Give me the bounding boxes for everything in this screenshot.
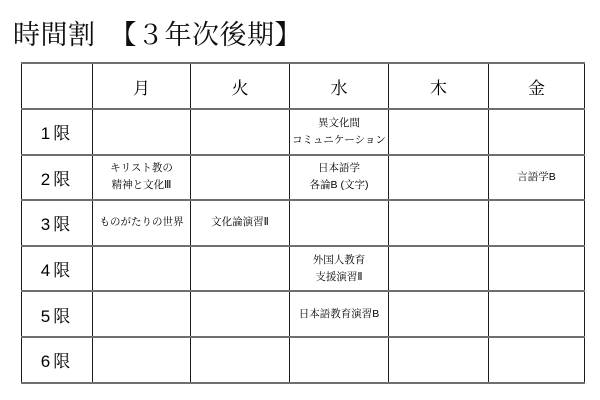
- day-header: 月: [93, 63, 191, 109]
- period-label: 5限: [22, 291, 93, 337]
- course-cell: [389, 337, 489, 383]
- day-header-row: [22, 63, 585, 109]
- course-cell: [93, 246, 191, 292]
- course-line: 異文化間: [318, 116, 360, 129]
- course-cell: [191, 246, 290, 292]
- course-cell: [191, 200, 290, 246]
- period-row: [22, 291, 585, 337]
- page-title: 時間割 【３年次後期】: [13, 20, 302, 50]
- period-label: 2限: [22, 155, 93, 201]
- day-header: 金: [489, 63, 585, 109]
- course-cell: [191, 291, 290, 337]
- corner-cell: [22, 63, 93, 109]
- course-cell: [191, 109, 290, 155]
- course-line: 精神と文化Ⅲ: [111, 179, 172, 192]
- course-cell: [489, 246, 585, 292]
- course-line: 支援演習Ⅱ: [315, 270, 363, 283]
- course-line: ものがたりの世界: [99, 216, 184, 229]
- course-cell: [290, 291, 389, 337]
- course-line: 各論B (文字): [309, 179, 369, 192]
- course-cell: [489, 291, 585, 337]
- course-cell: [93, 109, 191, 155]
- course-cell: [489, 109, 585, 155]
- course-line: 言語学B: [517, 170, 556, 183]
- course-cell: [93, 200, 191, 246]
- period-label: 1限: [22, 109, 93, 155]
- course-cell: [290, 155, 389, 201]
- period-row: [22, 246, 585, 292]
- course-line: 文化論演習Ⅱ: [211, 216, 269, 229]
- course-cell: [489, 337, 585, 383]
- course-line: 外国人教育: [312, 253, 366, 266]
- period-label: 4限: [22, 246, 93, 292]
- period-row: [22, 155, 585, 201]
- course-cell: [290, 200, 389, 246]
- course-cell: [389, 246, 489, 292]
- course-cell: [290, 337, 389, 383]
- day-header: 木: [389, 63, 489, 109]
- course-cell: [389, 200, 489, 246]
- period-label: 3限: [22, 200, 93, 246]
- course-cell: [489, 200, 585, 246]
- course-line: 日本語教育演習B: [298, 307, 380, 320]
- period-label: 6限: [22, 337, 93, 383]
- course-line: キリスト教の: [110, 162, 173, 175]
- timetable-body: [22, 109, 585, 383]
- course-cell: [191, 337, 290, 383]
- course-cell: [191, 155, 290, 201]
- course-line: 日本語学: [318, 162, 360, 175]
- course-cell: [93, 155, 191, 201]
- course-cell: [389, 155, 489, 201]
- period-row: [22, 200, 585, 246]
- period-row: [22, 109, 585, 155]
- day-header: 水: [290, 63, 389, 109]
- period-row: [22, 337, 585, 383]
- day-header: 火: [191, 63, 290, 109]
- course-cell: [389, 291, 489, 337]
- course-cell: [290, 246, 389, 292]
- course-cell: [489, 155, 585, 201]
- timetable: [21, 62, 585, 384]
- course-cell: [93, 291, 191, 337]
- course-cell: [290, 109, 389, 155]
- course-cell: [93, 337, 191, 383]
- course-line: コミュニケーション: [292, 133, 386, 146]
- course-cell: [389, 109, 489, 155]
